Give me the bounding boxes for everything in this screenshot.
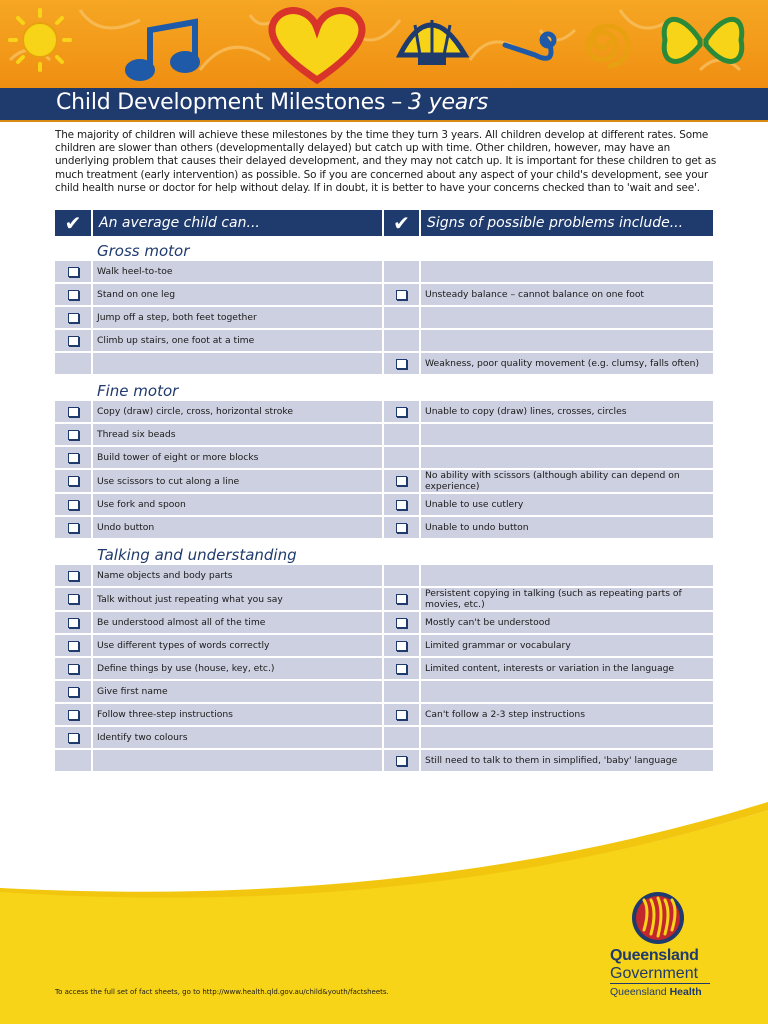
problem-checkbox-cell: [384, 612, 421, 633]
average-milestone-text: Copy (draw) circle, cross, horizontal stroke: [93, 401, 384, 422]
checkbox[interactable]: [68, 710, 79, 720]
problem-sign-text: No ability with scissors (although ability can depend on experience): [421, 470, 713, 492]
table-row: [55, 447, 713, 468]
table-row: [55, 704, 713, 725]
problem-sign-text: Unable to copy (draw) lines, crosses, circles: [421, 401, 713, 422]
problem-sign-text: Limited grammar or vocabulary: [421, 635, 713, 656]
problem-sign-text: [421, 307, 713, 328]
logo-text-health: Queensland Health: [610, 986, 702, 998]
problem-checkbox-cell: [384, 330, 421, 351]
checkbox[interactable]: [68, 641, 79, 651]
check-icon: ✔: [384, 210, 421, 236]
sun-icon: [10, 10, 70, 70]
crest-icon: [630, 890, 686, 946]
problem-checkbox-cell: [384, 284, 421, 305]
table-row: [55, 612, 713, 633]
checkbox[interactable]: [68, 407, 79, 417]
problem-checkbox-cell: [384, 470, 421, 492]
average-checkbox-cell: [55, 565, 93, 586]
average-milestone-text: [93, 750, 384, 771]
average-checkbox-cell: [55, 284, 93, 305]
problem-checkbox-cell: [384, 635, 421, 656]
table-row: [55, 424, 713, 445]
problem-sign-text: Can't follow a 2-3 step instructions: [421, 704, 713, 725]
heart-icon: [272, 11, 362, 80]
table-row: [55, 750, 713, 771]
average-milestone-text: Name objects and body parts: [93, 565, 384, 586]
table-row: [55, 635, 713, 656]
problem-sign-text: Still need to talk to them in simplified, 'baby' language: [421, 750, 713, 771]
average-checkbox-cell: [55, 588, 93, 610]
checkbox[interactable]: [68, 430, 79, 440]
average-checkbox-cell: [55, 704, 93, 725]
average-milestone-text: Talk without just repeating what you say: [93, 588, 384, 610]
problem-sign-text: Unable to use cutlery: [421, 494, 713, 515]
problem-checkbox-cell: [384, 565, 421, 586]
section-heading: Fine motor: [97, 382, 179, 400]
average-checkbox-cell: [55, 635, 93, 656]
checkbox[interactable]: [396, 641, 407, 651]
problem-checkbox-cell: [384, 424, 421, 445]
average-milestone-text: Jump off a step, both feet together: [93, 307, 384, 328]
butterfly-icon: [664, 19, 742, 61]
problem-sign-text: Unable to undo button: [421, 517, 713, 538]
footer-note: To access the full set of fact sheets, go to http://www.health.qld.gov.au/child&youth/factsheets.: [55, 988, 389, 996]
table-row: [55, 284, 713, 305]
average-milestone-text: Use fork and spoon: [93, 494, 384, 515]
average-milestone-text: [93, 353, 384, 374]
problem-sign-text: Persistent copying in talking (such as repeating parts of movies, etc.): [421, 588, 713, 610]
checkbox[interactable]: [396, 290, 407, 300]
table-row: [55, 353, 713, 374]
checkbox[interactable]: [68, 618, 79, 628]
problem-checkbox-cell: [384, 447, 421, 468]
average-milestone-text: Walk heel-to-toe: [93, 261, 384, 282]
problem-checkbox-cell: [384, 307, 421, 328]
problem-checkbox-cell: [384, 750, 421, 771]
problem-checkbox-cell: [384, 517, 421, 538]
table-row: [55, 727, 713, 748]
column-header-problems: Signs of possible problems include...: [421, 210, 713, 236]
problem-checkbox-cell: [384, 588, 421, 610]
average-milestone-text: Identify two colours: [93, 727, 384, 748]
checkbox[interactable]: [68, 500, 79, 510]
table-row: [55, 494, 713, 515]
table-header: [55, 210, 713, 236]
checkbox[interactable]: [68, 594, 79, 604]
checkbox[interactable]: [68, 523, 79, 533]
checkbox[interactable]: [396, 500, 407, 510]
problem-checkbox-cell: [384, 261, 421, 282]
problem-sign-text: Mostly can't be understood: [421, 612, 713, 633]
checkbox[interactable]: [68, 313, 79, 323]
table-row: [55, 261, 713, 282]
average-checkbox-cell: [55, 447, 93, 468]
checkbox[interactable]: [68, 571, 79, 581]
problem-sign-text: [421, 261, 713, 282]
problem-sign-text: Unsteady balance – cannot balance on one foot: [421, 284, 713, 305]
checkbox[interactable]: [68, 453, 79, 463]
checkbox[interactable]: [396, 594, 407, 604]
section-heading: Talking and understanding: [97, 546, 297, 564]
table-row: [55, 588, 713, 610]
average-checkbox-cell: [55, 750, 93, 771]
logo-text-government: Government: [610, 965, 699, 982]
table-row: [55, 681, 713, 702]
table-row: [55, 565, 713, 586]
table-row: [55, 330, 713, 351]
checkbox[interactable]: [68, 290, 79, 300]
checkbox[interactable]: [396, 359, 407, 369]
title-bar: [0, 88, 768, 122]
table-row: [55, 401, 713, 422]
checkbox[interactable]: [396, 756, 407, 766]
problem-checkbox-cell: [384, 353, 421, 374]
average-checkbox-cell: [55, 470, 93, 492]
page-title: Child Development Milestones – 3 years: [56, 90, 489, 115]
table-row: [55, 658, 713, 679]
problem-checkbox-cell: [384, 658, 421, 679]
problem-checkbox-cell: [384, 494, 421, 515]
problem-sign-text: [421, 727, 713, 748]
problem-sign-text: Weakness, poor quality movement (e.g. clumsy, falls often): [421, 353, 713, 374]
table-row: [55, 470, 713, 492]
average-checkbox-cell: [55, 353, 93, 374]
average-checkbox-cell: [55, 727, 93, 748]
checkbox[interactable]: [396, 407, 407, 417]
average-milestone-text: Build tower of eight or more blocks: [93, 447, 384, 468]
section-heading: Gross motor: [97, 242, 190, 260]
average-milestone-text: Define things by use (house, key, etc.): [93, 658, 384, 679]
shell-icon: [400, 20, 465, 65]
problem-sign-text: [421, 424, 713, 445]
problem-checkbox-cell: [384, 704, 421, 725]
average-milestone-text: Use different types of words correctly: [93, 635, 384, 656]
average-checkbox-cell: [55, 261, 93, 282]
average-checkbox-cell: [55, 517, 93, 538]
average-checkbox-cell: [55, 612, 93, 633]
average-milestone-text: Give first name: [93, 681, 384, 702]
average-milestone-text: Climb up stairs, one foot at a time: [93, 330, 384, 351]
table-row: [55, 517, 713, 538]
column-header-average: An average child can...: [93, 210, 384, 236]
average-milestone-text: Undo button: [93, 517, 384, 538]
checkbox[interactable]: [68, 336, 79, 346]
problem-sign-text: [421, 681, 713, 702]
problem-sign-text: Limited content, interests or variation in the language: [421, 658, 713, 679]
average-checkbox-cell: [55, 658, 93, 679]
saxophone-icon: [505, 34, 554, 58]
intro-paragraph: The majority of children will achieve these milestones by the time they turn 3 years. All children develop at different rates. Some children are slower than others (developmentally delayed) but catch up with time. Other children, however, may have an underlying problem that causes their delayed development, and they may not catch up. It is important for these children to get as much treatment (early intervention) as possible. So if you are concerned about any aspect of your child's development, see your child health nurse or doctor for help without delay. If in doubt, it is better to have your concerns checked than to 'wait and see'.: [55, 129, 717, 194]
average-milestone-text: Stand on one leg: [93, 284, 384, 305]
problem-checkbox-cell: [384, 681, 421, 702]
table-row: [55, 307, 713, 328]
average-checkbox-cell: [55, 494, 93, 515]
checkbox[interactable]: [396, 664, 407, 674]
table-sections: [55, 236, 713, 771]
average-milestone-text: Follow three-step instructions: [93, 704, 384, 725]
checkbox[interactable]: [396, 476, 407, 486]
problem-sign-text: [421, 447, 713, 468]
checkbox[interactable]: [396, 618, 407, 628]
problem-checkbox-cell: [384, 727, 421, 748]
checkbox[interactable]: [68, 664, 79, 674]
checkbox[interactable]: [396, 710, 407, 720]
problem-sign-text: [421, 565, 713, 586]
spiral-icon: [588, 26, 628, 66]
average-milestone-text: Use scissors to cut along a line: [93, 470, 384, 492]
logo-text-queensland: Queensland: [610, 947, 699, 964]
checkbox[interactable]: [68, 733, 79, 743]
problem-sign-text: [421, 330, 713, 351]
average-checkbox-cell: [55, 330, 93, 351]
average-checkbox-cell: [55, 401, 93, 422]
average-checkbox-cell: [55, 307, 93, 328]
music-note-icon: [128, 22, 197, 78]
checkbox[interactable]: [68, 687, 79, 697]
average-checkbox-cell: [55, 424, 93, 445]
checkbox[interactable]: [396, 523, 407, 533]
average-checkbox-cell: [55, 681, 93, 702]
problem-checkbox-cell: [384, 401, 421, 422]
checkbox[interactable]: [68, 476, 79, 486]
checkbox[interactable]: [68, 267, 79, 277]
banner-illustration: [0, 0, 768, 88]
average-milestone-text: Be understood almost all of the time: [93, 612, 384, 633]
milestones-table: [55, 210, 713, 773]
check-icon: ✔: [55, 210, 93, 236]
header-banner: [0, 0, 768, 88]
average-milestone-text: Thread six beads: [93, 424, 384, 445]
logo-divider: [610, 983, 710, 984]
